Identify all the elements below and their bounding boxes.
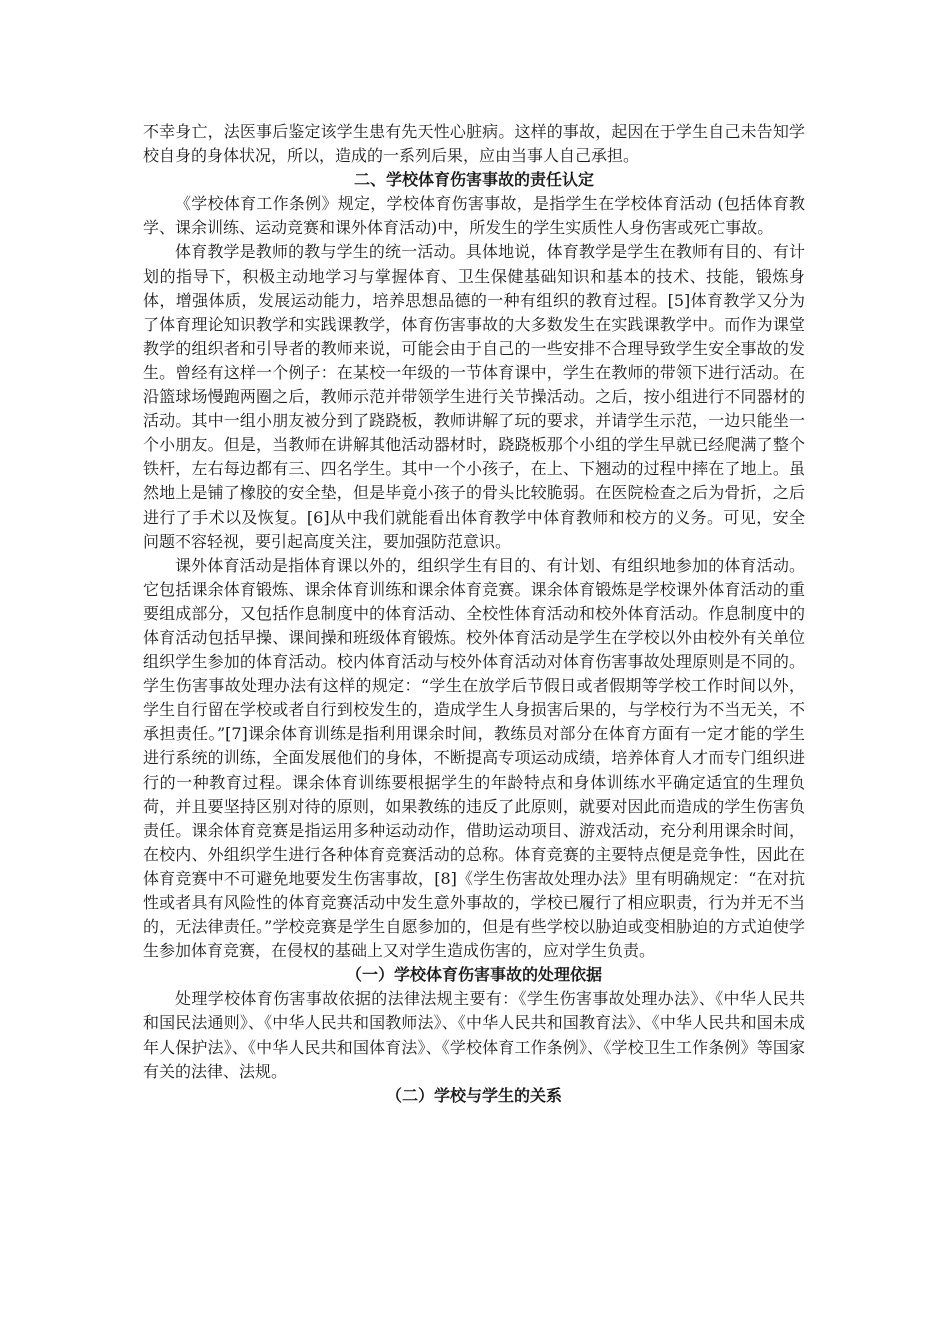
- lead-paragraph: 不幸身亡，法医事后鉴定该学生患有先天性心脏病。这样的事故，起因在于学生自己未告知学校自身的身体状况，所以，造成的一系列后果，应由当事人自己承担。: [143, 122, 805, 166]
- subheading-handling-basis: （一）学校体育伤害事故的处理依据: [345, 965, 602, 985]
- body-paragraph-laws: 处理学校体育伤害事故依据的法律法规主要有：《学生伤害事故处理办法》、《中华人民共和国民法通则》、《中华人民共和国教师法》、《中华人民共和国教育法》、《中华人民共和国未成年人保护法》、《中华人民共和国体育法》、《学校体育工作条例》、《学校卫生工作条例》等国家有关的法律、法规。: [143, 989, 805, 1081]
- section-heading: 二、学校体育伤害事故的责任认定: [353, 170, 594, 190]
- body-paragraph-definition: 《学校体育工作条例》规定，学校体育伤害事故，是指学生在学校体育活动 (包括体育教学、课余训练、运动竞赛和课外体育活动)中，所发生的学生实质性人身伤害或死亡事故。: [143, 194, 805, 238]
- document-page: [143, 120, 805, 1108]
- subheading-school-student-relation: （二）学校与学生的关系: [385, 1085, 562, 1105]
- body-paragraph-extracurricular: 课外体育活动是指体育课以外的，组织学生有目的、有计划、有组织地参加的体育活动。它包括课余体育锻炼、课余体育训练和课余体育竞赛。课余体育锻炼是学校课外体育活动的重要组成部分，又包括作息制度中的体育活动、全校性体育活动和校外体育活动。作息制度中的体育活动包括早操、课间操和班级体育锻炼。校外体育活动是学生在学校以外由校外有关单位组织学生参加的体育活动。校内体育活动与校外体育活动对体育伤害事故处理原则是不同的。学生伤害事故处理办法有这样的规定：“学生在放学后节假日或者假期等学校工作时间以外，学生自行留在学校或者自行到校发生的，造成学生人身损害后果的，与学校行为不当无关，不承担责任。”[7]课余体育训练是指利用课余时间，教练员对部分在体育方面有一定才能的学生进行系统的训练，全面发展他们的身体，不断提高专项运动成绩，培养体育人才而专门组织进行的一种教育过程。课余体育训练要根据学生的年龄特点和身体训练水平确定适宜的生理负荷，并且要坚持区别对待的原则，如果教练的违反了此原则，就要对因此而造成的学生伤害负责任。课余体育竞赛是指运用多种运动动作，借助运动项目、游戏活动，充分利用课余时间，在校内、外组织学生进行各种体育竞赛活动的总称。体育竞赛的主要特点便是竞争性，因此在体育竞赛中不可避免地要发生伤害事故，[8]《学生伤害故处理办法》里有明确规定：“在对抗性或者具有风险性的体育竞赛活动中发生意外事故的，学校已履行了相应职责，行为并无不当的，无法律责任。”学校竞赛是学生自愿参加的，但是有些学校以胁迫或变相胁迫的方式迫使学生参加体育竞赛，在侵权的基础上又对学生造成伤害的，应对学生负责。: [143, 555, 805, 961]
- body-paragraph-teaching: 体育教学是教师的教与学生的统一活动。具体地说，体育教学是学生在教师有目的、有计划的指导下，积极主动地学习与掌握体育、卫生保健基础知识和基本的技术、技能，锻炼身体，增强体质，发展运动能力，培养思想品德的一种有组织的教育过程。[5]体育教学又分为了体育理论知识教学和实践课教学，体育伤害事故的大多数发生在实践课教学中。而作为课堂教学的组织者和引导者的教师来说，可能会由于自己的一些安排不合理导致学生安全事故的发生。曾经有这样一个例子：在某校一年级的一节体育课中，学生在教师的带领下进行活动。在沿篮球场慢跑两圈之后，教师示范并带领学生进行关节操活动。之后，按小组进行不同器材的活动。其中一组小朋友被分到了跷跷板，教师讲解了玩的要求，并请学生示范，一边只能坐一个小朋友。但是，当教师在讲解其他活动器材时，跷跷板那个小组的学生早就已经爬满了整个铁杆，左右每边都有三、四名学生。其中一个小孩子，在上、下翘动的过程中摔在了地上。虽然地上是铺了橡胶的安全垫，但是毕竟小孩子的骨头比较脆弱。在医院检查之后为骨折，之后进行了手术以及恢复。[6]从中我们就能看出体育教学中体育教师和校方的义务。可见，安全问题不容轻视，要引起高度关注，要加强防范意识。: [143, 242, 805, 551]
